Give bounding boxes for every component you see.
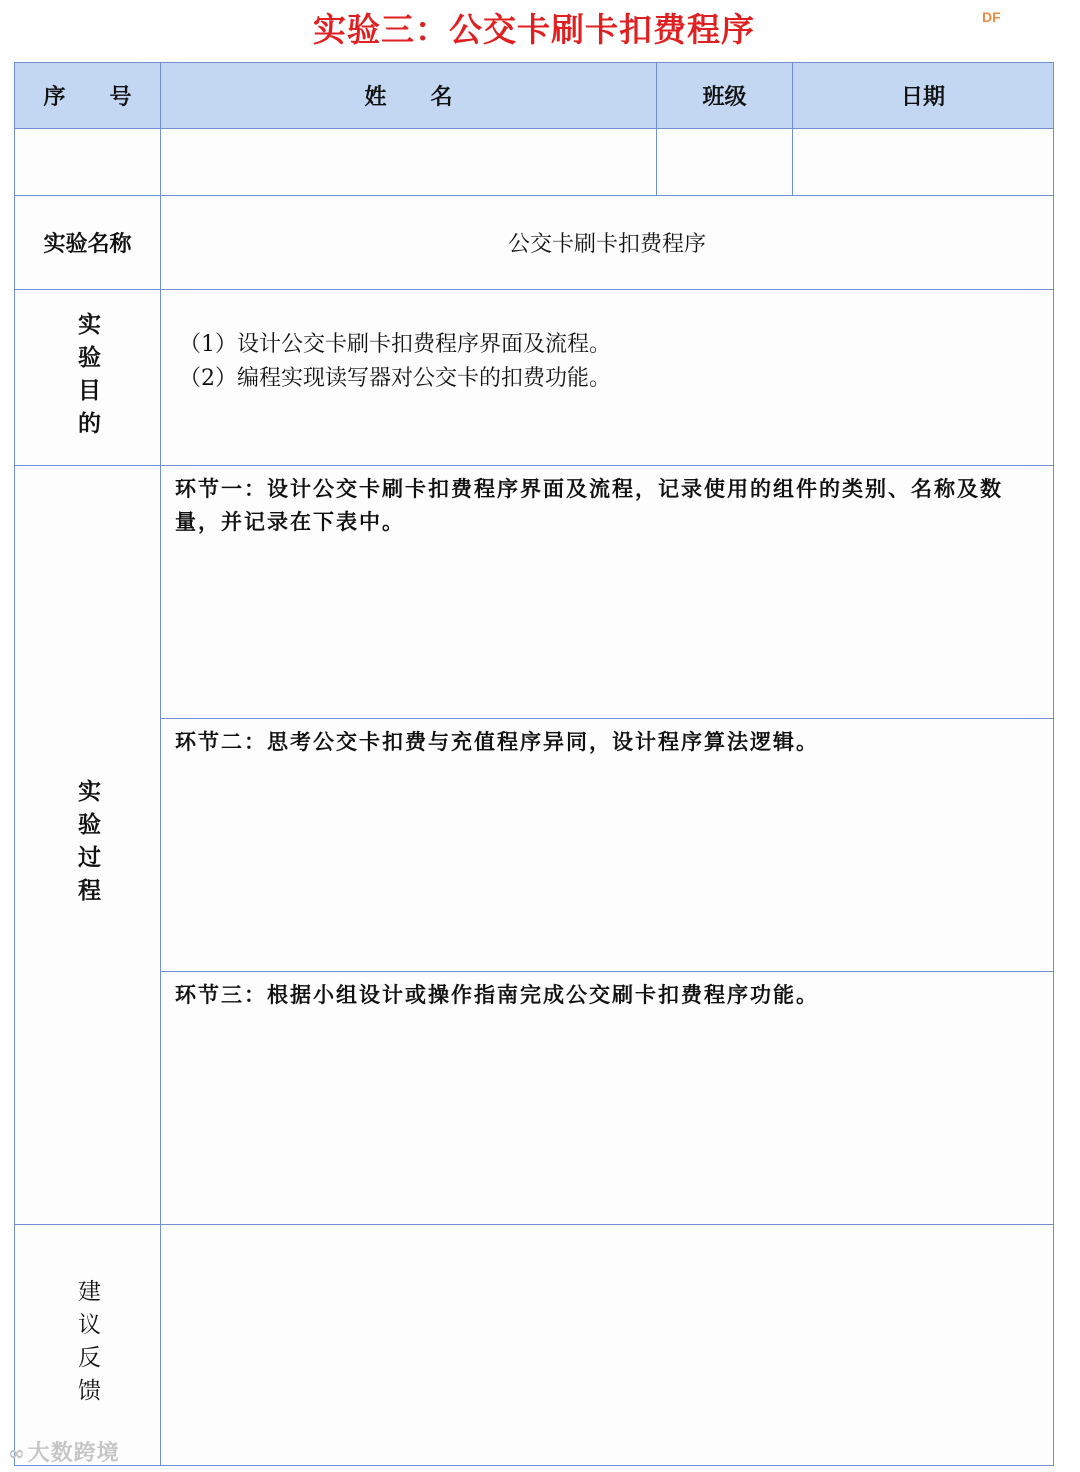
- process-label-text: 实验过程: [74, 779, 100, 911]
- date-field[interactable]: [792, 128, 1054, 196]
- stage-1-text: 环节一：设计公交卡刷卡扣费程序界面及流程，记录使用的组件的类别、名称及数量，并记录在下表中。: [175, 476, 1003, 534]
- loop-logo-icon: ∞: [8, 1441, 26, 1465]
- purpose-content: [160, 289, 1054, 466]
- class-field[interactable]: [656, 128, 793, 196]
- page-title: 实验三：公交卡刷卡扣费程序: [313, 10, 755, 49]
- experiment-name-label: 实验名称: [14, 195, 161, 290]
- stage-2-text: 环节二：思考公交卡扣费与充值程序异同，设计程序算法逻辑。: [175, 729, 819, 754]
- serial-field[interactable]: [14, 128, 161, 196]
- purpose-item-2: （2）编程实现读写器对公交卡的扣费功能。: [179, 366, 611, 391]
- header-name: 姓 名: [160, 62, 657, 129]
- corner-mark: DF: [982, 9, 1001, 25]
- stage-1-area[interactable]: [160, 465, 1054, 719]
- header-class: 班级: [656, 62, 793, 129]
- watermark: [8, 1436, 120, 1467]
- watermark-text: 大数跨境: [27, 1441, 120, 1466]
- purpose-label: [14, 289, 161, 466]
- feedback-label: [14, 1224, 161, 1466]
- experiment-name-value: 公交卡刷卡扣费程序: [160, 195, 1054, 290]
- feedback-field[interactable]: [160, 1224, 1054, 1466]
- purpose-item-1: （1）设计公交卡刷卡扣费程序界面及流程。: [179, 332, 611, 357]
- purpose-label-text: 实验目的: [74, 311, 100, 444]
- feedback-label-text: 建议反馈: [74, 1279, 100, 1411]
- header-date: 日期: [792, 62, 1054, 129]
- stage-3-area[interactable]: [160, 971, 1054, 1225]
- experiment-form: [14, 62, 1054, 1466]
- process-label: [14, 465, 161, 1225]
- stage-2-area[interactable]: [160, 718, 1054, 972]
- name-field[interactable]: [160, 128, 657, 196]
- stage-3-text: 环节三：根据小组设计或操作指南完成公交刷卡扣费程序功能。: [175, 982, 819, 1007]
- header-serial: 序 号: [14, 62, 161, 129]
